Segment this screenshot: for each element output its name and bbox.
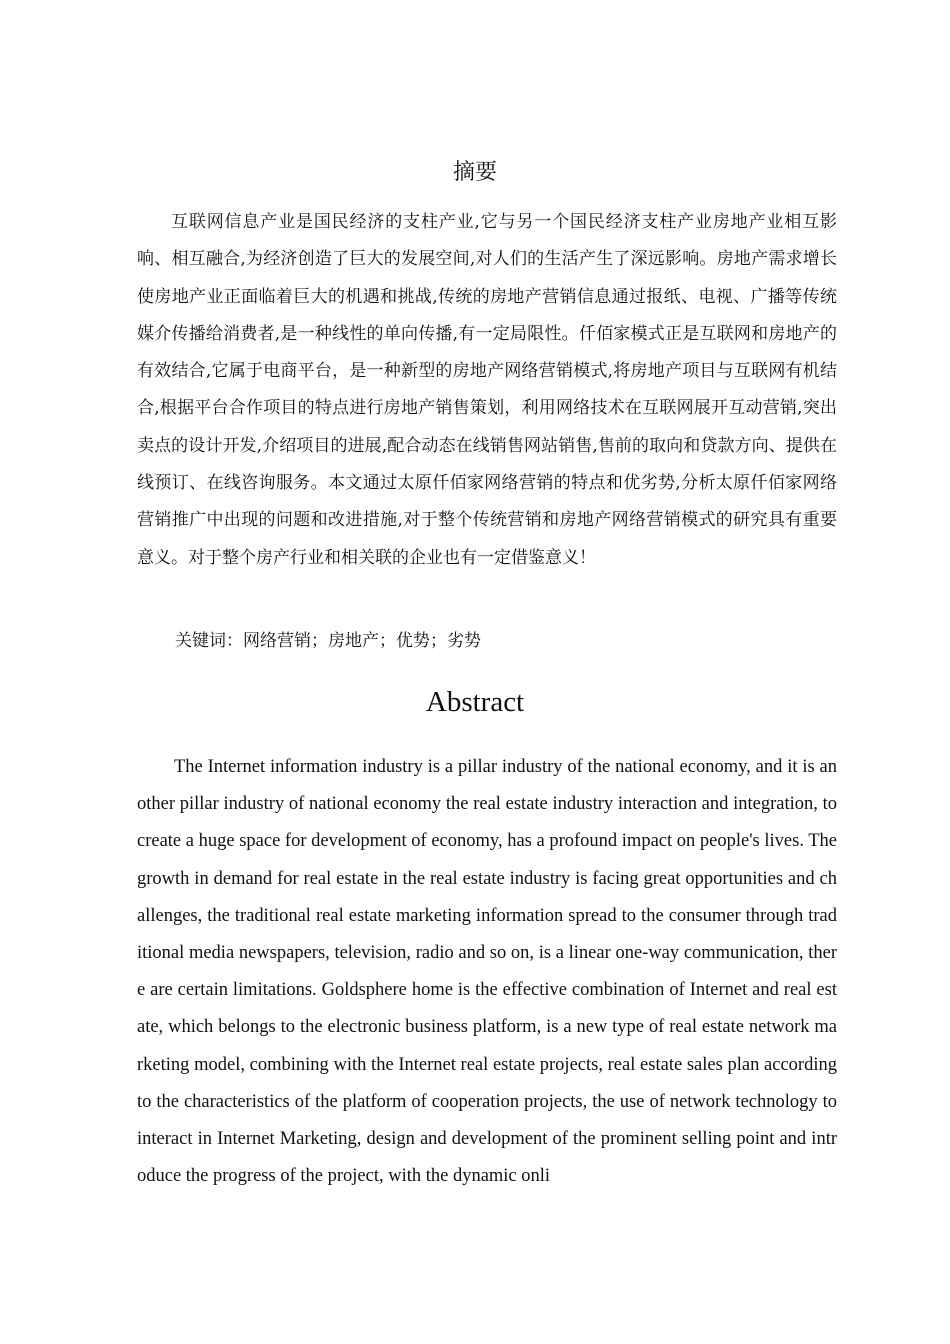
abstract-en-body: The Internet information industry is a pillar industry of the national economy, and it is another pillar industry of national economy the real estate industry interaction and integration, to create a huge space for development of economy, has a profound impact on people's lives. The growth in demand for real estate in the real estate industry is facing great opportunities and challenges, the traditional real estate marketing information spread to the consumer through traditional media newspapers, television, radio and so on, is a linear one-way communication, there are certain limitations. Goldsphere home is the effective combination of Internet and real estate, which belongs to the electronic business platform, is a new type of real estate network marketing model, combining with the Internet real estate projects, real estate sales plan according to the characteristics of the platform of cooperation projects, the use of network technology to interact in Internet Marketing, design and development of the prominent selling point and introduce the progress of the project, with the dynamic onli [137,757,837,1187]
abstract-en-title: Abstract [425,686,525,718]
abstract-cn-title: 摘要 [452,160,497,185]
keywords-line: 关键词：网络营销；房地产；优势；劣势 [175,631,481,651]
abstract-cn-body: 互联网信息产业是国民经济的支柱产业,它与另一个国民经济支柱产业房地产业相互影响、相互融合,为经济创造了巨大的发展空间,对人们的生活产生了深远影响。房地产需求增长使房地产业正面临着巨大的机遇和挑战,传统的房地产营销信息通过报纸、电视、广播等传统媒介传播给消费者,是一种线性的单向传播,有一定局限性。仟佰家模式正是互联网和房地产的有效结合,它属于电商平台，是一种新型的房地产网络营销模式,将房地产项目与互联网有机结合,根据平台合作项目的特点进行房地产销售策划，利用网络技术在互联网展开互动营销,突出卖点的设计开发,介绍项目的进展,配合动态在线销售网站销售,售前的取向和贷款方向、提供在线预订、在线咨询服务。本文通过太原仟佰家网络营销的特点和优劣势,分析太原仟佰家网络营销推广中出现的问题和改进措施,对于整个传统营销和房地产网络营销模式的研究具有重要意义。对于整个房产行业和相关联的企业也有一定借鉴意义！ [137,212,837,568]
